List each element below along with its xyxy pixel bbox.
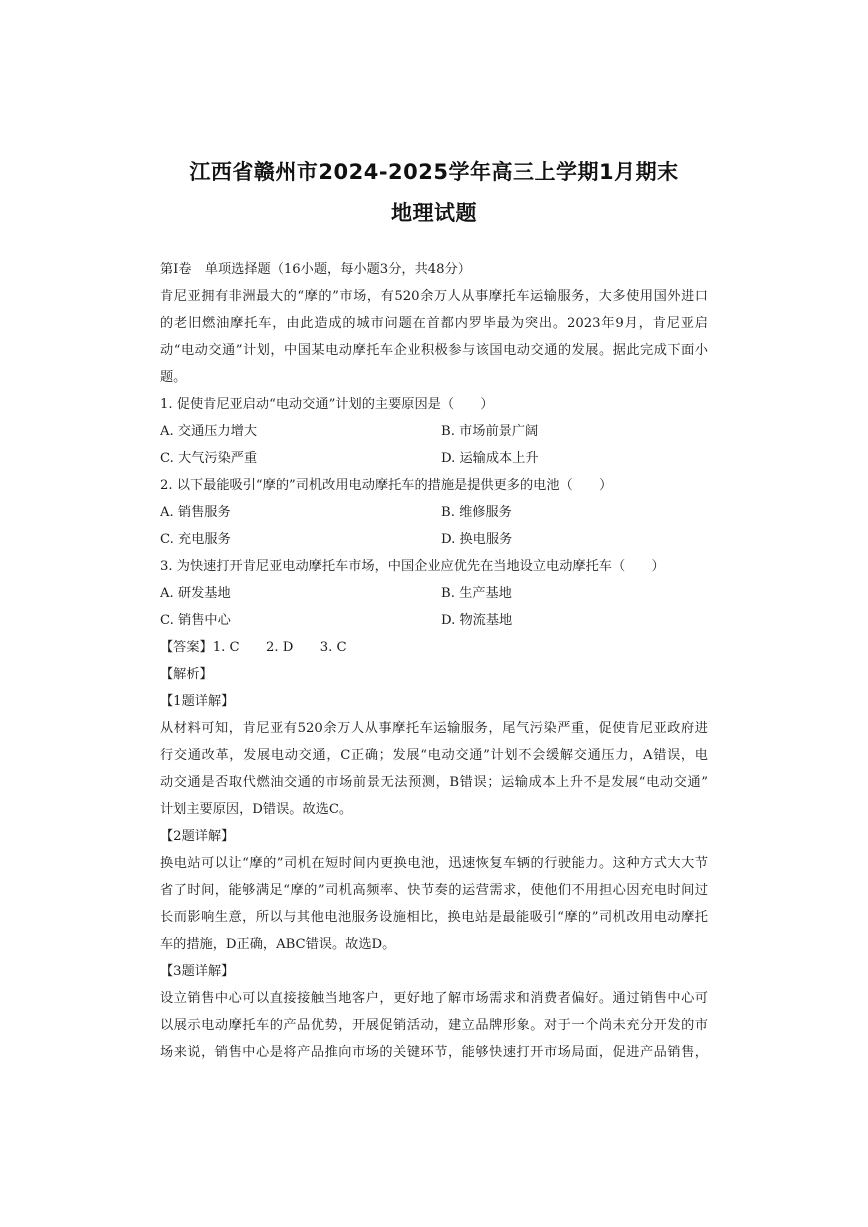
document-title: 江西省赣州市2024-2025学年高三上学期1月期末 [189,160,679,184]
q2-option-d: D. 换电服务 [441,532,513,547]
detail-2-line: 长而影响生意，所以与其他电池服务设施相比，换电站是最能吸引“摩的”司机改用电动摩托 [160,910,708,925]
q2-option-c: C. 充电服务 [160,532,231,547]
q1-option-c: C. 大气污染严重 [160,451,258,466]
passage-line: 的老旧燃油摩托车，由此造成的城市问题在首都内罗毕最为突出。2023年9月，肯尼亚启 [160,316,708,331]
answer-line: 【答案】1. C 2. D 3. C [160,640,347,655]
q2-option-a: A. 销售服务 [160,505,231,520]
detail-1-line: 计划主要原因，D错误。故选C。 [160,802,353,817]
q1-option-a: A. 交通压力增大 [160,424,258,439]
document-subtitle: 地理试题 [391,201,477,225]
question-2-stem: 2. 以下最能吸引“摩的”司机改用电动摩托车的措施是提供更多的电池（ ） [160,478,613,493]
detail-1-line: 动交通是否取代燃油交通的市场前景无法预测，B错误；运输成本上升不是发展“电动交通” [160,775,708,790]
analysis-label: 【解析】 [160,667,213,682]
q3-option-c: C. 销售中心 [160,613,231,628]
passage-line: 肯尼亚拥有非洲最大的“摩的”市场，有520余万人从事摩托车运输服务，大多使用国外进口 [160,289,708,304]
detail-3-line: 场来说，销售中心是将产品推向市场的关键环节，能够快速打开市场局面，促进产品销售， [160,1045,708,1060]
section-header: 第Ⅰ卷 单项选择题（16小题，每小题3分，共48分） [160,262,471,277]
q2-option-b: B. 维修服务 [441,505,512,520]
q3-option-a: A. 研发基地 [160,586,231,601]
detail-2-label: 【2题详解】 [160,829,235,844]
detail-3-line: 设立销售中心可以直接接触当地客户，更好地了解市场需求和消费者偏好。通过销售中心可 [160,991,708,1006]
detail-3-line: 以展示电动摩托车的产品优势，开展促销活动，建立品牌形象。对于一个尚未充分开发的市 [160,1018,708,1033]
detail-2-line: 车的措施，D正确，ABC错误。故选D。 [160,937,396,952]
detail-1-line: 行交通改革，发展电动交通，C正确；发展“电动交通”计划不会缓解交通压力，A错误，电 [160,748,708,763]
question-1-stem: 1. 促使肯尼亚启动“电动交通”计划的主要原因是（ ） [160,397,494,412]
passage-line: 题。 [160,370,187,385]
q1-option-d: D. 运输成本上升 [441,451,539,466]
detail-2-line: 省了时间，能够满足“摩的”司机高频率、快节奏的运营需求，使他们不用担心因充电时间过 [160,883,708,898]
question-3-stem: 3. 为快速打开肯尼亚电动摩托车市场，中国企业应优先在当地设立电动摩托车（ ） [160,559,665,574]
q1-option-b: B. 市场前景广阔 [441,424,539,439]
passage-line: 动“电动交通”计划，中国某电动摩托车企业积极参与该国电动交通的发展。据此完成下面小 [160,343,708,358]
detail-3-label: 【3题详解】 [160,964,235,979]
detail-2-line: 换电站可以让“摩的”司机在短时间内更换电池，迅速恢复车辆的行驶能力。这种方式大大节 [160,856,708,871]
detail-1-line: 从材料可知，肯尼亚有520余万人从事摩托车运输服务，尾气污染严重，促使肯尼亚政府进 [160,721,708,736]
detail-1-label: 【1题详解】 [160,694,235,709]
q3-option-d: D. 物流基地 [441,613,513,628]
q3-option-b: B. 生产基地 [441,586,512,601]
